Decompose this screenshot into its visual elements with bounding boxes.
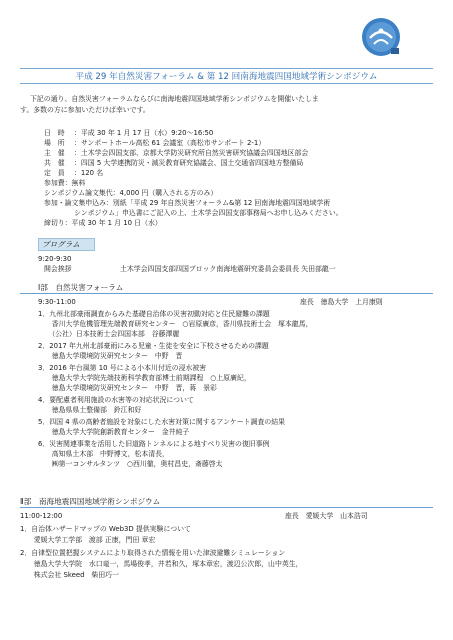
list-item: 2．自律型位置把握システムにより取得された情報を用いた津波避難シミュレーション xyxy=(20,549,286,557)
part2-chair: 座長 愛媛大学 山本浩司 xyxy=(285,512,368,520)
opening-speaker: 土木学会四国支部四国ブロック南海地震研究委員会委員長 矢田部龍一 xyxy=(120,265,336,273)
list-item: 徳島大学大学院先端技術科学教育部博士前期課程 ○上原廣紀， xyxy=(38,374,251,382)
part2-title: Ⅱ部 南海地震四国地域学術シンポジウム xyxy=(20,497,161,506)
detail-capacity: 定 員 ：120 名 xyxy=(44,169,104,177)
list-item: 5．四国 4 県の高齢者施設を対象にした水害対策に関するアンケート調査の結果 xyxy=(38,418,286,426)
opening-label: 開会挨拶 xyxy=(44,265,72,273)
list-item: ㈱第一コンサルタンツ ○西川徹，奥村昌史，斎藤啓太 xyxy=(38,460,223,468)
list-item: 香川大学危機管理先端教育研究センター ○岩原廣彦，香川県技術士会 塚本龍馬， xyxy=(38,320,313,328)
part1-chair: 座長 徳島大学 上月康則 xyxy=(300,298,383,306)
list-item: 徳島大学大学院創新教育センター 金井純子 xyxy=(38,428,190,436)
detail-proceedings: シンポジウム論文集代：4,000 円（購入される方のみ） xyxy=(44,189,218,197)
title-banner xyxy=(20,68,433,84)
list-item: 4．要配慮者利用施設の水害等の対応状況について xyxy=(38,396,194,404)
part2-divider xyxy=(20,507,433,508)
intro-line-2: す。多数の方に参加いただけば幸いです。 xyxy=(20,106,150,114)
list-item: 6．災害関連事業を活用した旧道路トンネルによる地すべり災害の復旧事例 xyxy=(38,440,270,448)
list-item: 1．九州北部豪雨調査からみた基礎自治体の災害初動対応と住民避難の課題 xyxy=(38,310,270,318)
program-heading: プログラム xyxy=(38,238,95,251)
detail-deadline: 締切り：平成 30 年 1 月 10 日（水） xyxy=(44,219,162,227)
list-item: 徳島大学大学院 水口竜一，馬場俊孝，井若和久，塚本章宏，渡辺公次郎，山中英生， xyxy=(20,560,303,568)
page-title: 平成 29 年自然災害フォーラム & 第 12 回南海地震四国地域学術シンポジウム xyxy=(75,72,378,82)
part1-title: Ⅰ部 自然災害フォーラム xyxy=(38,283,124,292)
detail-apply-1: 参加・論文集申込み：別紙「平成 29 年自然災害フォーラム&第 12 回南海地震四国地域学術 xyxy=(44,199,331,207)
detail-apply-2: シンポジウム」申込書にご記入の上、土木学会四国支部事務局へお申し込みください。 xyxy=(74,209,343,217)
intro-line-1: 下記の通り、自然災害フォーラムならびに南海地震四国地域学術シンポジウムを開催いたしま xyxy=(30,95,319,103)
part2-time: 11:00-12:00 xyxy=(20,512,63,520)
list-item: 3．2016 年台風第 10 号による小本川付近の浸水被害 xyxy=(38,364,207,372)
list-item: （公社）日本技術士会四国本部 谷藤澤麗 xyxy=(38,330,180,338)
list-item: 1．自治体ハザードマップの Web3D 提供実験について xyxy=(20,525,191,533)
detail-date: 日 時 ：平成 30 年 1 月 17 日（水）9:20～16:50 xyxy=(44,129,214,137)
detail-host: 主 催 ：土木学会四国支部、京都大学防災研究所自然災害研究協議会四国地区部会 xyxy=(44,149,309,157)
detail-venue: 場 所 ：サンポートホール高松 61 会議室（高松市サンポート 2-1） xyxy=(44,139,266,147)
detail-fee: 参加費：無料 xyxy=(44,179,86,187)
opening-time: 9:20-9:30 xyxy=(38,255,72,263)
list-item: 株式会社 Skeed 柴田巧一 xyxy=(20,571,119,579)
list-item: 徳島県県土整備部 鈴江和好 xyxy=(38,406,142,414)
list-item: 徳島大学環境防災研究センター 中野 晋，蒋 景彩 xyxy=(38,384,217,392)
part1-time: 9:30-11:00 xyxy=(38,298,76,306)
list-item: 徳島大学環境防災研究センター 中野 晋 xyxy=(38,352,183,360)
part1-divider xyxy=(20,293,433,294)
list-item: 高知県土木部 中野博文，松本清長， xyxy=(38,450,169,458)
list-item: 愛媛大学工学部 渡部 正康，門田 章宏 xyxy=(20,536,156,544)
list-item: 2．2017 年九州北部豪雨にみる児童・生徒を安全に下校させるための課題 xyxy=(38,342,269,350)
society-logo-icon xyxy=(360,16,402,58)
detail-cosponsor: 共 催 ：四国 5 大学連携防災・減災教育研究協議会、国土交通省四国地方整備局 xyxy=(44,159,304,167)
